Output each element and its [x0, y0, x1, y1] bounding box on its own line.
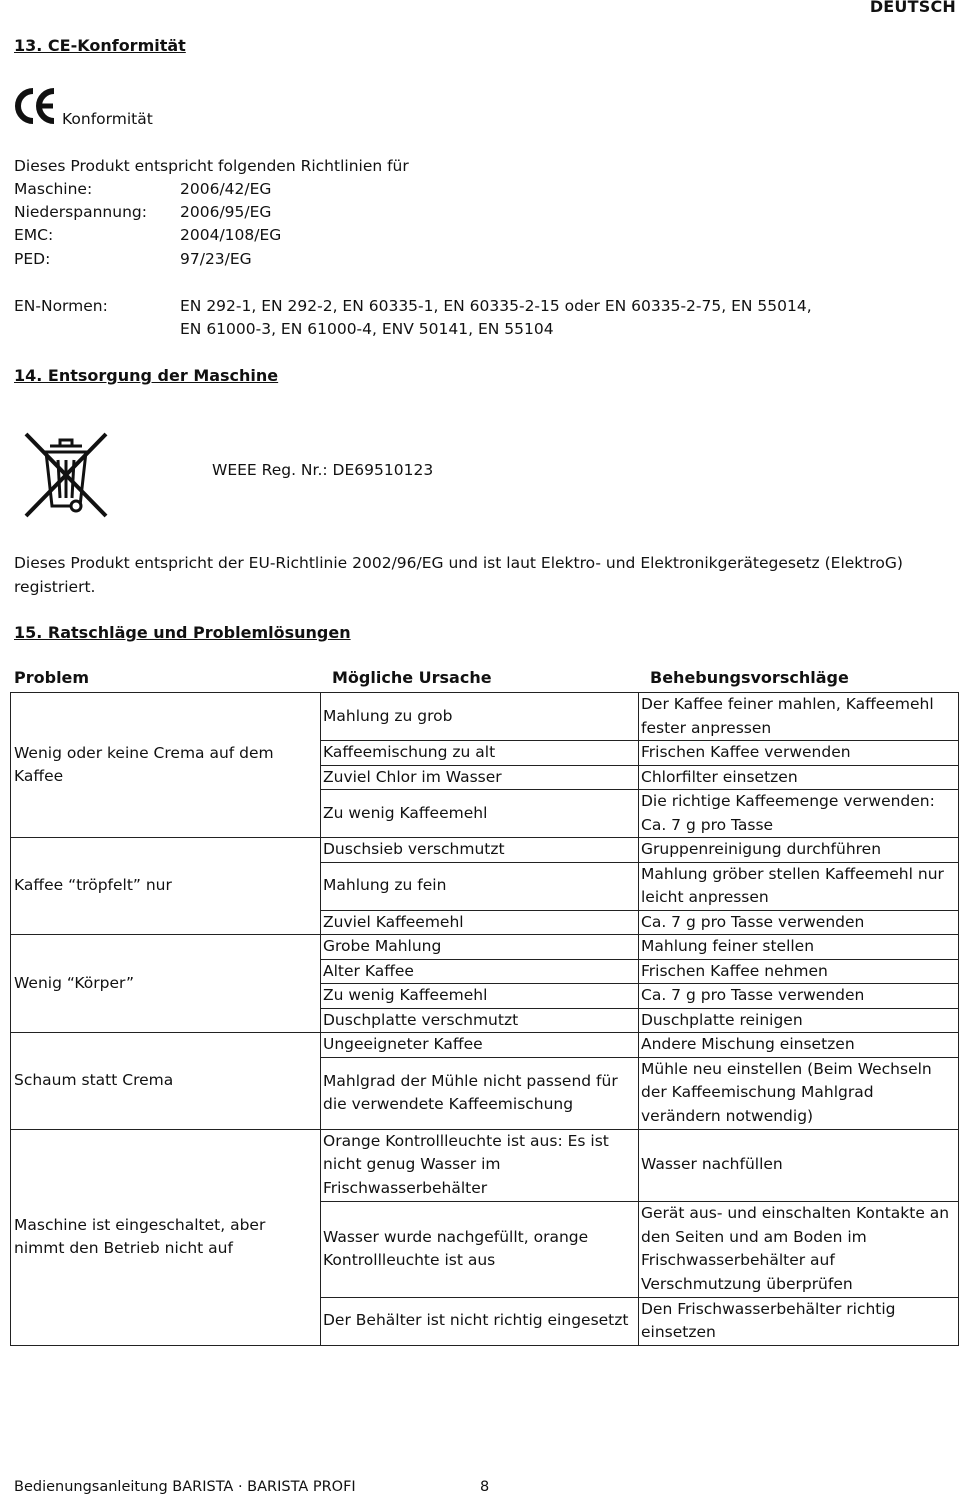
crossed-out-bin-icon [22, 428, 112, 520]
cause-cell: Der Behälter ist nicht richtig eingesetzt [321, 1297, 639, 1345]
problem-cell: Wenig oder keine Crema auf dem Kaffee [11, 693, 321, 838]
table-row [11, 838, 959, 863]
directive-value: 2006/42/EG [180, 180, 272, 198]
disposal-text-line-2: registriert. [14, 578, 96, 596]
weee-registration: WEEE Reg. Nr.: DE69510123 [212, 461, 434, 479]
fix-cell: Wasser nachfüllen [639, 1129, 959, 1201]
cause-cell: Zuviel Kaffeemehl [321, 910, 639, 935]
table-row [11, 935, 959, 960]
footer-manual-title: Bedienungsanleitung BARISTA · BARISTA PROFI [14, 1479, 356, 1495]
directive-label: Niederspannung: [14, 203, 147, 221]
cause-cell: Ungeeigneter Kaffee [321, 1033, 639, 1058]
cause-cell: Mahlung zu grob [321, 693, 639, 741]
norms-label: EN-Normen: [14, 297, 108, 315]
language-label: DEUTSCH [869, 0, 956, 16]
column-header-fix: Behebungsvorschläge [650, 668, 849, 687]
troubleshooting-table [10, 692, 959, 1346]
cause-cell: Mahlung zu fein [321, 862, 639, 910]
footer-page-number: 8 [480, 1479, 490, 1495]
cause-cell: Kaffeemischung zu alt [321, 741, 639, 766]
cause-cell: Grobe Mahlung [321, 935, 639, 960]
directives-intro: Dieses Produkt entspricht folgenden Richtlinien für [14, 157, 409, 175]
fix-cell: Duschplatte reinigen [639, 1008, 959, 1033]
cause-cell: Zu wenig Kaffeemehl [321, 790, 639, 838]
column-header-cause: Mögliche Ursache [332, 668, 492, 687]
fix-cell: Ca. 7 g pro Tasse verwenden [639, 910, 959, 935]
fix-cell: Mahlung feiner stellen [639, 935, 959, 960]
column-header-problem: Problem [14, 668, 90, 687]
problem-cell: Maschine ist eingeschaltet, aber nimmt den Betrieb nicht auf [11, 1129, 321, 1345]
directive-label: Maschine: [14, 180, 93, 198]
fix-cell: Andere Mischung einsetzen [639, 1033, 959, 1058]
norms-line-1: EN 292-1, EN 292-2, EN 60335-1, EN 60335-2-15 oder EN 60335-2-75, EN 55014, [180, 297, 812, 315]
directive-value: 97/23/EG [180, 250, 252, 268]
fix-cell: Chlorfilter einsetzen [639, 765, 959, 790]
cause-cell: Mahlgrad der Mühle nicht passend für die verwendete Kaffeemischung [321, 1057, 639, 1129]
directive-label: PED: [14, 250, 51, 268]
cause-cell: Zu wenig Kaffeemehl [321, 984, 639, 1009]
problem-cell: Wenig “Körper” [11, 935, 321, 1033]
directive-value: 2004/108/EG [180, 226, 282, 244]
fix-cell: Den Frischwasserbehälter richtig einsetzen [639, 1297, 959, 1345]
cause-cell: Wasser wurde nachgefüllt, orange Kontrollleuchte ist aus [321, 1201, 639, 1297]
cause-cell: Orange Kontrollleuchte ist aus: Es ist nicht genug Wasser im Frischwasserbehälter [321, 1129, 639, 1201]
section-13-title: 13. CE-Konformität [14, 36, 186, 55]
cause-cell: Duschplatte verschmutzt [321, 1008, 639, 1033]
table-row [11, 693, 959, 741]
fix-cell: Gruppenreinigung durchführen [639, 838, 959, 863]
fix-cell: Frischen Kaffee verwenden [639, 741, 959, 766]
fix-cell: Die richtige Kaffeemenge verwenden: Ca. 7 g pro Tasse [639, 790, 959, 838]
problem-cell: Schaum statt Crema [11, 1033, 321, 1130]
section-15-title: 15. Ratschläge und Problemlösungen [14, 623, 351, 642]
problem-cell: Kaffee “tröpfelt” nur [11, 838, 321, 935]
directive-label: EMC: [14, 226, 54, 244]
fix-cell: Gerät aus- und einschalten Kontakte an den Seiten und am Boden im Frischwasserbehälter auf Verschmutzung überprüfen [639, 1201, 959, 1297]
cause-cell: Duschsieb verschmutzt [321, 838, 639, 863]
fix-cell: Mühle neu einstellen (Beim Wechseln der Kaffeemischung Mahlgrad verändern notwendig) [639, 1057, 959, 1129]
fix-cell: Frischen Kaffee nehmen [639, 959, 959, 984]
ce-mark-icon [14, 88, 56, 124]
cause-cell: Zuviel Chlor im Wasser [321, 765, 639, 790]
table-row [11, 1129, 959, 1201]
fix-cell: Mahlung gröber stellen Kaffeemehl nur leicht anpressen [639, 862, 959, 910]
conformity-label: Konformität [62, 110, 153, 128]
table-row [11, 1033, 959, 1058]
norms-line-2: EN 61000-3, EN 61000-4, ENV 50141, EN 55104 [180, 320, 554, 338]
section-14-title: 14. Entsorgung der Maschine [14, 366, 279, 385]
fix-cell: Der Kaffee feiner mahlen, Kaffeemehl fester anpressen [639, 693, 959, 741]
disposal-text-line-1: Dieses Produkt entspricht der EU-Richtlinie 2002/96/EG und ist laut Elektro- und Elektronikgerätegesetz (ElektroG) [14, 554, 903, 572]
directive-value: 2006/95/EG [180, 203, 272, 221]
fix-cell: Ca. 7 g pro Tasse verwenden [639, 984, 959, 1009]
cause-cell: Alter Kaffee [321, 959, 639, 984]
